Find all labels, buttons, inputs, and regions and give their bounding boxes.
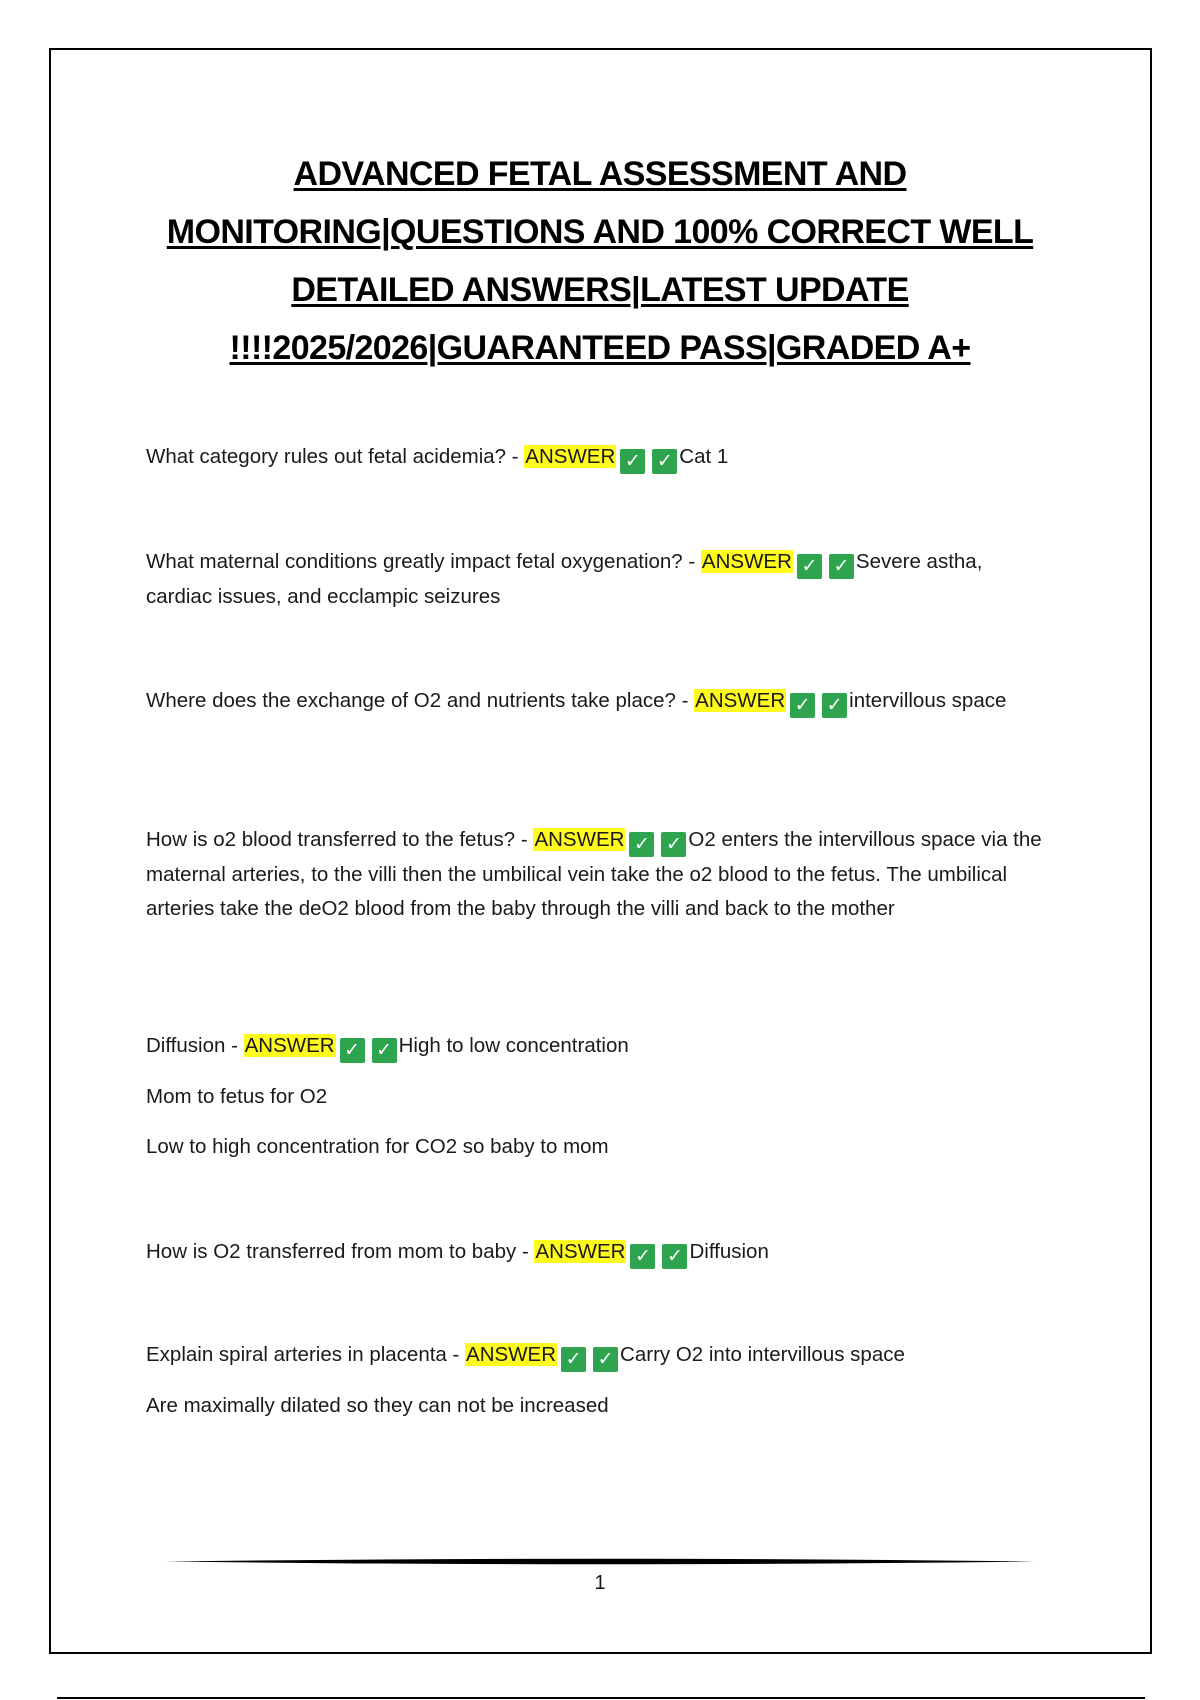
- qa-item-3: [146, 684, 1046, 719]
- question-text: Where does the exchange of O2 and nutrients take place? -: [146, 689, 695, 712]
- qa-item-2: [146, 545, 1046, 614]
- question-text: Explain spiral arteries in placenta -: [146, 1343, 466, 1366]
- answer-label: ANSWER: [534, 828, 625, 851]
- question-text: Diffusion -: [146, 1034, 244, 1057]
- answer-label: ANSWER: [701, 550, 792, 573]
- green-checkbox-icon: ✓: [561, 1347, 586, 1372]
- green-checkbox-icon: ✓: [797, 554, 822, 579]
- answer-text: O2 enters the intervillous space via the maternal arteries, to the villi then the umbilical vein take the o2 blood to the fetus. The umbilical arteries take the deO2 blood from the baby through the villi and back to the mother: [146, 828, 1042, 920]
- answer-text: High to low concentration: [398, 1034, 629, 1057]
- qa-item-7: [146, 1338, 1046, 1423]
- answer-note: Mom to fetus for O2: [146, 1084, 328, 1108]
- next-page-edge: [57, 1697, 1145, 1699]
- answer-label: ANSWER: [466, 1343, 557, 1366]
- qa-line: [146, 440, 1046, 475]
- qa-item-1: [146, 440, 1046, 475]
- green-checkbox-icon: ✓: [372, 1038, 397, 1063]
- green-checkbox-icon: ✓: [790, 693, 815, 718]
- answer-note: Are maximally dilated so they can not be increased: [146, 1393, 609, 1417]
- green-checkbox-icon: ✓: [593, 1347, 618, 1372]
- green-checkbox-icon: ✓: [630, 1244, 655, 1269]
- green-checkbox-icon: ✓: [340, 1038, 365, 1063]
- qa-item-6: [146, 1235, 1046, 1270]
- answer-text: Severe astha, cardiac issues, and ecclampic seizures: [146, 550, 983, 608]
- qa-line: [146, 545, 1046, 614]
- green-checkbox-icon: ✓: [652, 449, 677, 474]
- answer-label: ANSWER: [525, 445, 616, 468]
- footer-divider: [165, 1558, 1035, 1565]
- green-checkbox-icon: ✓: [822, 693, 847, 718]
- green-checkbox-icon: ✓: [662, 1244, 687, 1269]
- green-checkbox-icon: ✓: [661, 832, 686, 857]
- green-checkbox-icon: ✓: [620, 449, 645, 474]
- qa-item-4: [146, 823, 1046, 927]
- title-line-3: DETAILED ANSWERS|LATEST UPDATE: [291, 271, 909, 309]
- qa-line: [146, 684, 1046, 719]
- title-line-2: MONITORING|QUESTIONS AND 100% CORRECT WELL: [166, 213, 1034, 251]
- document-title: [110, 145, 1090, 377]
- qa-item-5: [146, 1029, 1046, 1165]
- question-text: How is O2 transferred from mom to baby -: [146, 1240, 535, 1263]
- page-number: 1: [594, 1572, 606, 1594]
- question-text: What category rules out fetal acidemia? -: [146, 445, 525, 468]
- green-checkbox-icon: ✓: [629, 832, 654, 857]
- green-checkbox-icon: ✓: [829, 554, 854, 579]
- qa-line: [146, 1029, 1046, 1064]
- answer-text: Carry O2 into intervillous space: [620, 1343, 905, 1366]
- title-line-4: !!!!2025/2026|GUARANTEED PASS|GRADED A+: [229, 329, 971, 367]
- answer-note: Low to high concentration for CO2 so baby to mom: [146, 1135, 609, 1158]
- qa-line: [146, 1338, 1046, 1373]
- title-line-1: ADVANCED FETAL ASSESSMENT AND: [293, 155, 907, 193]
- question-text: What maternal conditions greatly impact fetal oxygenation? -: [146, 550, 701, 573]
- question-text: How is o2 blood transferred to the fetus? -: [146, 828, 534, 851]
- answer-text: intervillous space: [849, 689, 1007, 712]
- answer-label: ANSWER: [535, 1240, 626, 1263]
- answer-label: ANSWER: [695, 689, 786, 712]
- answer-text: Cat 1: [679, 445, 729, 468]
- answer-label: ANSWER: [244, 1034, 335, 1057]
- qa-line: [146, 823, 1046, 927]
- qa-line: [146, 1235, 1046, 1270]
- answer-text: Diffusion: [689, 1240, 769, 1263]
